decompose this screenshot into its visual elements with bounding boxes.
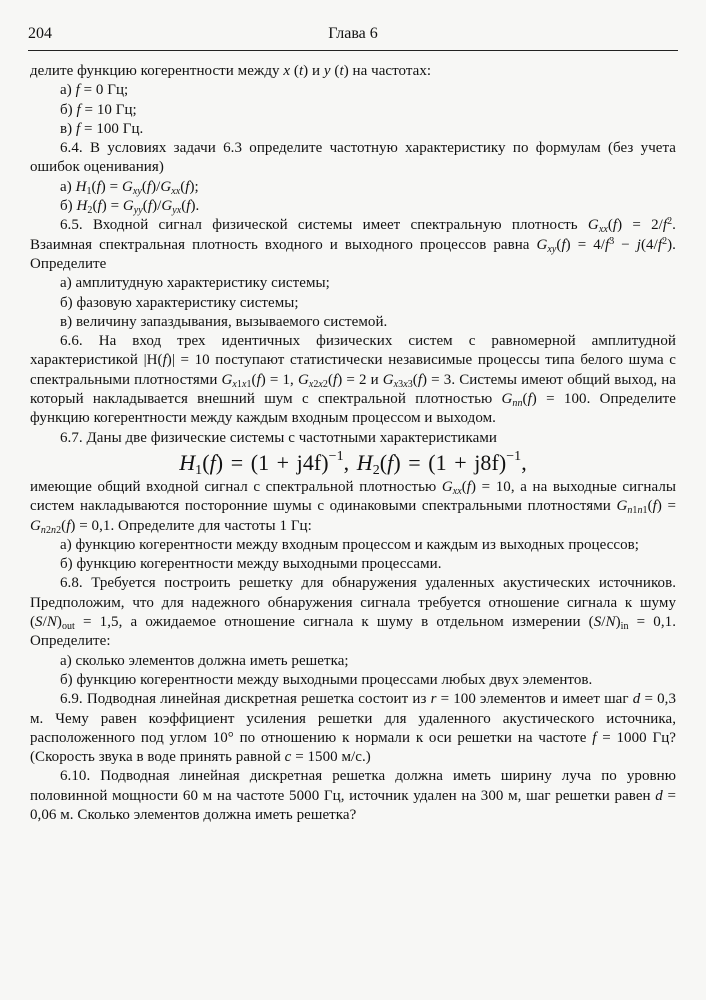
problem-6-4: 6.4. В условиях задачи 6.3 определите частотную характеристику по формулам (без учета ошибок оценивания) bbox=[30, 140, 676, 176]
answer-item: б) f = 10 Гц; bbox=[60, 101, 137, 118]
problem-6-5: 6.5. Входной сигнал физической системы имеет спектральную плотность $G_{xx}(f) = 2/f^2$. Взаимная спектральная плотность входного и выходного процессов равна $G_{xy}(f) = 4/f^3 - j(4/f^2)$. Определите bbox=[30, 216, 676, 272]
page-header bbox=[28, 25, 678, 47]
problem-6-10: 6.10. Подводная линейная дискретная решетка должна иметь ширину луча по уровню половинной мощности 60 м на частоте 5000 Гц, источник удален на 300 м, шаг решетки равен d = 0,06 м. Сколько элементов должна иметь решетка? bbox=[30, 768, 677, 823]
answer-item: в) f = 100 Гц. bbox=[60, 120, 144, 137]
answer-item: б) фазовую характеристику системы; bbox=[60, 294, 299, 311]
answer-item: б) $H_2(f) = G_{yy}(f)/G_{yx}(f)$. bbox=[60, 198, 200, 217]
problem-6-9: 6.9. Подводная линейная дискретная решетка состоит из r = 100 элементов и имеет шаг d = 0,3 м. Чему равен коэффициент усиления решетки для удаленного акустического источника, расположенного под углом 10° по отношению к нормали к оси решетки на частоте f = 1000 Гц? (Скорость звука в воде принять равной c = 1500 м/с.) bbox=[30, 691, 676, 766]
answer-item: б) функцию когерентности между выходными процессами любых двух элементов. bbox=[60, 671, 593, 688]
page-body bbox=[30, 62, 676, 825]
problem-6-8: 6.8. Требуется построить решетку для обнаружения удаленных акустических источников. Предположим, что для надежного обнаружения сигнала требуется отношение сигнала к шуму $(S/N)_{out} = 1,5$, а ожидаемое отношение сигнала к шуму в отдельном измерении $(S/N)_{in} = 0,1$. Определите: bbox=[30, 575, 676, 650]
text-line: имеющие общий входной сигнал с спектральной плотностью $G_{xx}(f) = 10$, а на выходные сигналы систем накладываются посторонние шумы с одинаковыми спектральными плотностями $G_{n1n1}(f) = G_{n2n2}(f) = 0,1$. Определите для частоты 1 Гц: bbox=[30, 478, 676, 536]
text-line: делите функцию когерентности между x (t) и y (t) на частотах: bbox=[30, 63, 432, 79]
chapter-title: Глава 6 bbox=[328, 25, 378, 42]
problem-6-6: 6.6. На вход трех идентичных физических систем с равномерной амплитудной характеристикой |H(f)| = 10 поступают статистически независимые процессы типа белого шума с спектральными плотностями $G_{x1x1}(f) = 1$, $G_{x2x2}(f) = 2$ и $G_{x3x3}(f) = 3$. Системы имеют общий выход, на который накладывается внешний шум с спектральной плотностью $G_{nn}(f) = 100$. Определите функцию когерентности между каждым входным процессом и выходом. bbox=[30, 333, 676, 427]
answer-item: а) функцию когерентности между входным процессом и каждым из выходных процессов; bbox=[60, 536, 639, 553]
page-number: 204 bbox=[28, 25, 52, 42]
problem-6-7: 6.7. Даны две физические системы с частотными характеристиками bbox=[60, 429, 497, 446]
header-rule bbox=[28, 50, 678, 51]
answer-item: а) $H_1(f) = G_{xy}(f)/G_{xx}(f)$; bbox=[60, 178, 199, 197]
answer-item: б) функцию когерентности между выходными процессами. bbox=[60, 556, 442, 573]
answer-item: в) величину запаздывания, вызываемого системой. bbox=[60, 313, 388, 330]
display-formula: $H_1(f) = (1 + j4f)^{-1}$, $H_2(f) = (1 + j8f)^{-1}$, bbox=[179, 448, 527, 478]
answer-item: а) амплитудную характеристику системы; bbox=[60, 275, 330, 292]
answer-item: а) f = 0 Гц; bbox=[60, 82, 129, 99]
answer-item: а) сколько элементов должна иметь решетка; bbox=[60, 652, 349, 669]
